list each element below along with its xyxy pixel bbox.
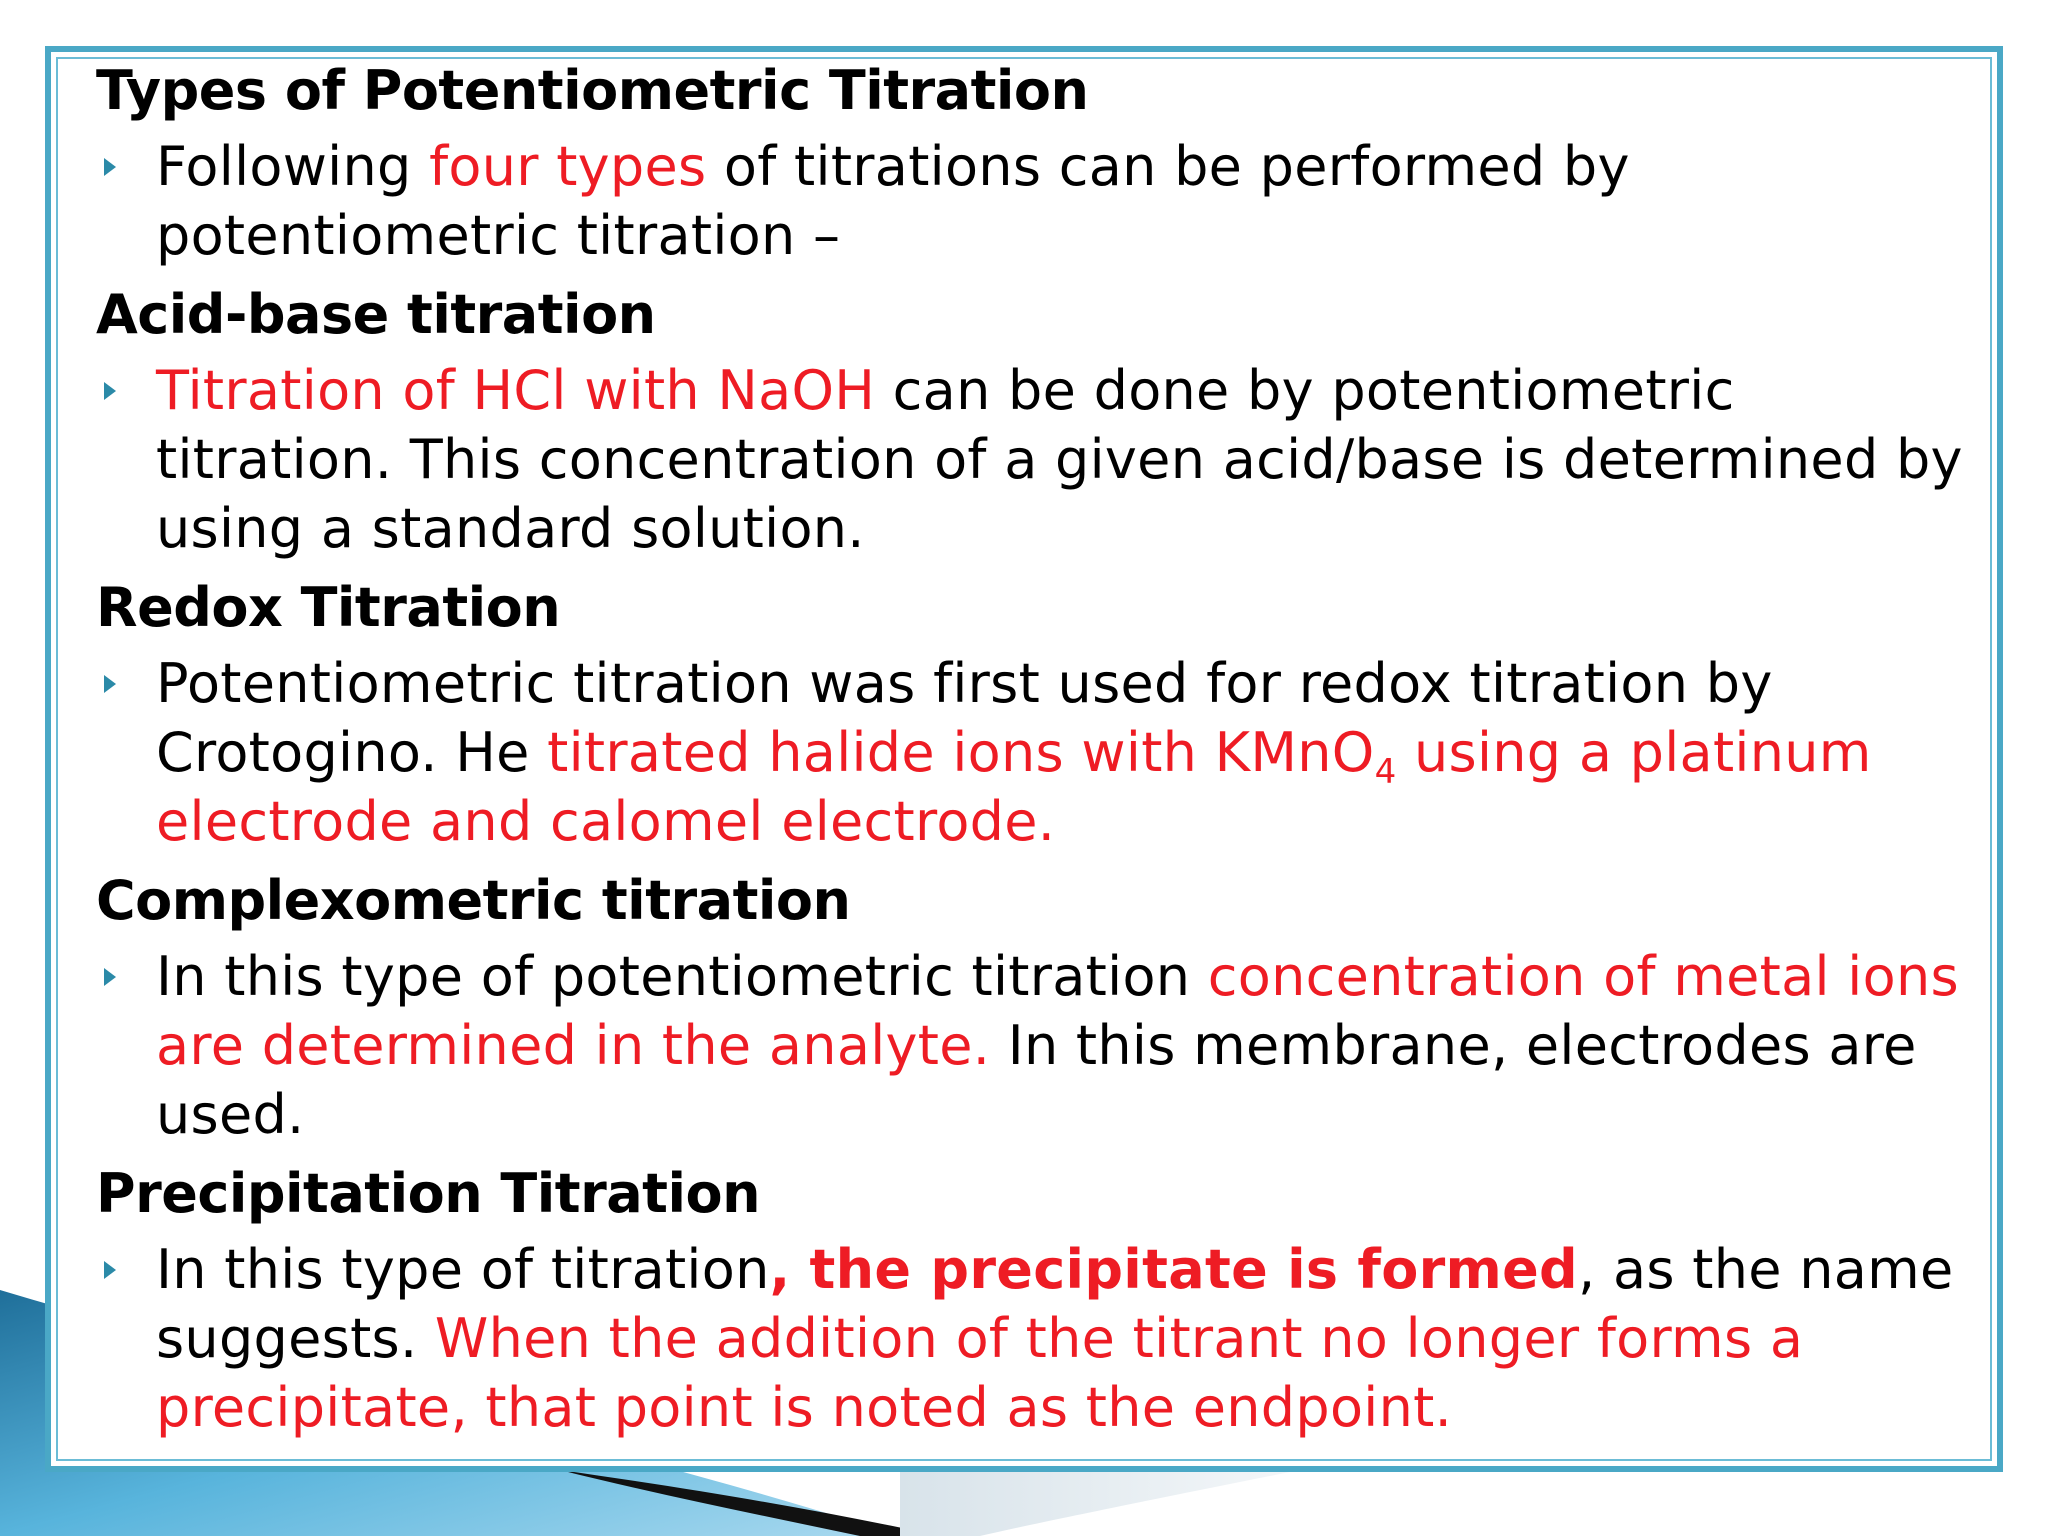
complexometric-text-2: In this membrane, electrodes are used. xyxy=(156,1014,1917,1146)
intro-bullet xyxy=(96,132,1986,270)
acid-base-heading: Acid-base titration xyxy=(96,283,656,346)
intro-text-2: of titrations can be performed by potentiometric titration – xyxy=(156,135,1630,267)
complexometric-heading: Complexometric titration xyxy=(96,869,851,932)
precipitation-heading: Precipitation Titration xyxy=(96,1162,761,1225)
complexometric-text-1: In this type of potentiometric titration xyxy=(156,945,1208,1008)
acid-base-bullet xyxy=(96,356,1986,563)
triangle-right-icon xyxy=(104,382,116,400)
precipitation-bullet xyxy=(96,1235,1986,1442)
complexometric-bullet xyxy=(96,942,1986,1149)
acid-base-highlight: Titration of HCl with NaOH xyxy=(156,359,876,422)
triangle-right-icon xyxy=(104,1261,116,1279)
precipitation-highlight: When the addition of the titrant no longer forms a precipitate, that point is noted as the endpoint. xyxy=(156,1307,1804,1439)
redox-highlight-2: using a platinum electrode and calomel electrode. xyxy=(156,721,1872,853)
redox-bullet xyxy=(96,649,1986,856)
slide-title: Types of Potentiometric Titration xyxy=(96,59,1089,122)
redox-subscript: 4 xyxy=(1374,751,1397,792)
precipitation-text-1: In this type of titration xyxy=(156,1238,770,1301)
acid-base-text: can be done by potentiometric titration. This concentration of a given acid/base is determined by using a standard solution. xyxy=(156,359,1963,560)
precipitation-text-2: , as the name suggests. xyxy=(156,1238,1954,1370)
redox-heading: Redox Titration xyxy=(96,576,561,639)
intro-highlight: four types xyxy=(429,135,707,198)
complexometric-highlight: concentration of metal ions are determined in the analyte. xyxy=(156,945,1959,1077)
redox-text: Potentiometric titration was first used for redox titration by Crotogino. He xyxy=(156,652,1773,784)
slide-content xyxy=(96,50,1986,1446)
triangle-right-icon xyxy=(104,158,116,176)
precipitation-highlight-bold: , the precipitate is formed xyxy=(769,1238,1579,1301)
triangle-right-icon xyxy=(104,675,116,693)
redox-highlight-1: titrated halide ions with KMnO xyxy=(547,721,1375,784)
intro-text-1: Following xyxy=(156,135,430,198)
triangle-right-icon xyxy=(104,968,116,986)
